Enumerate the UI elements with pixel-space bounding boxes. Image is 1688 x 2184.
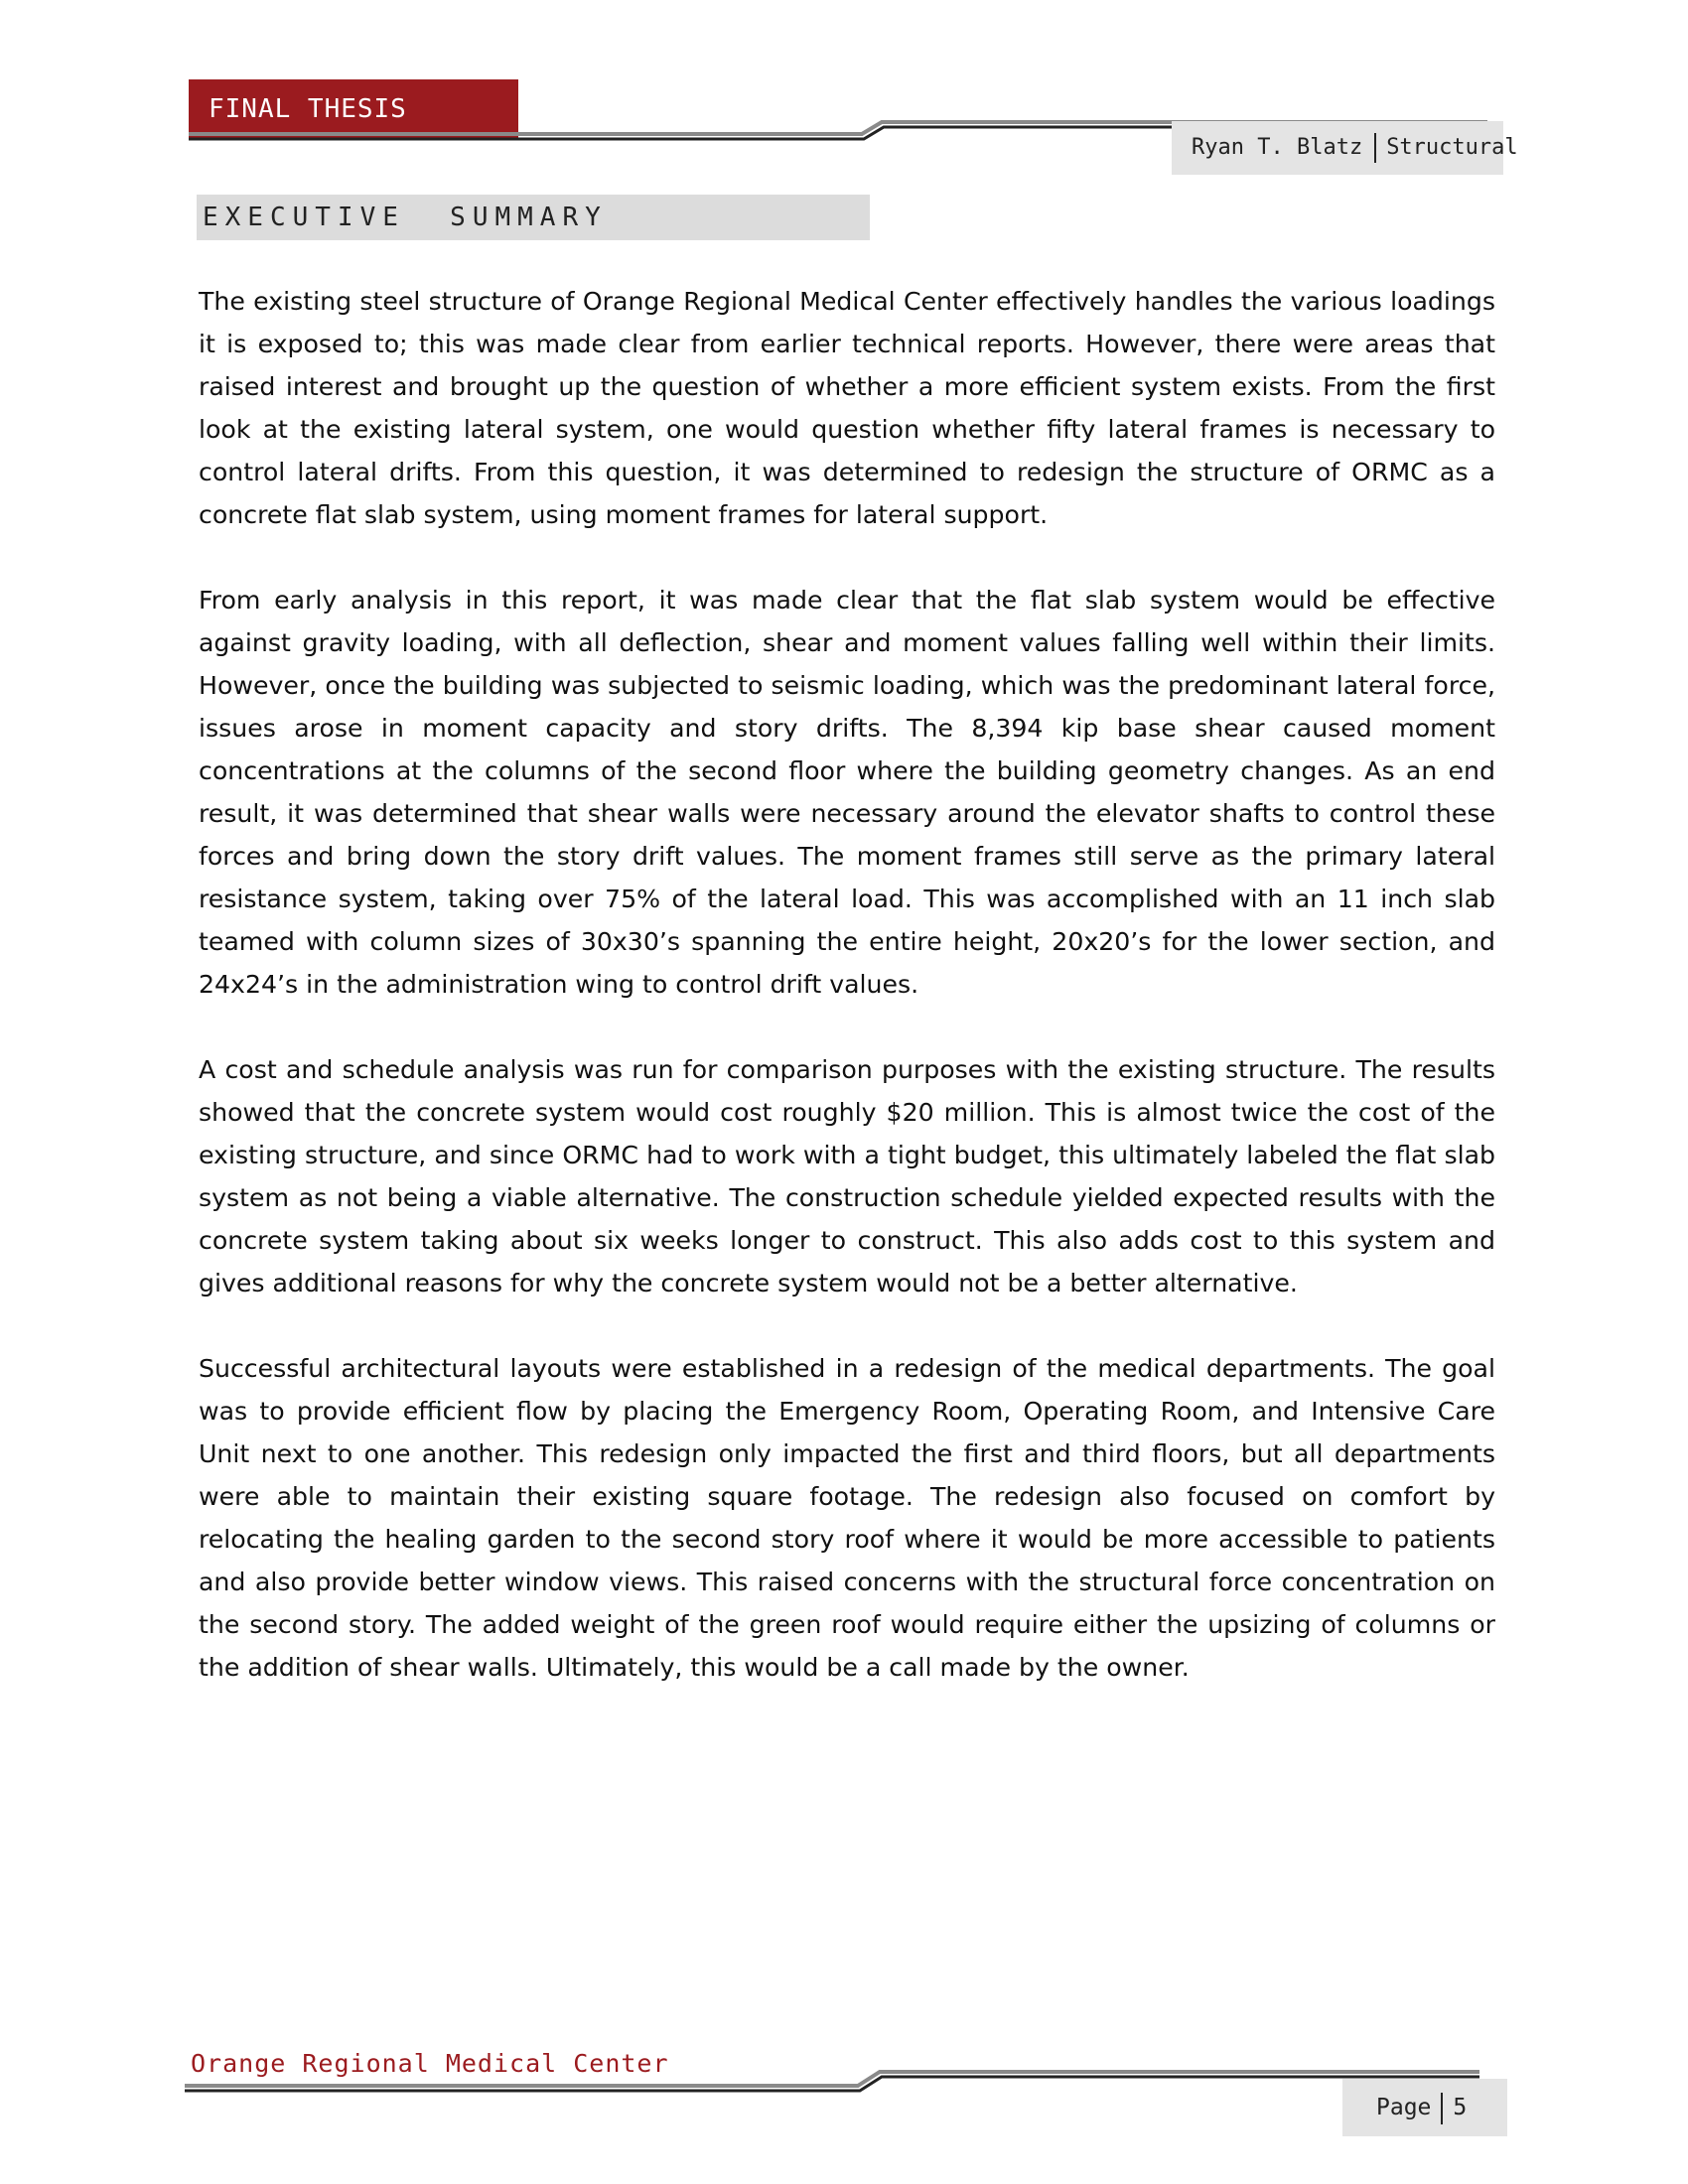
executive-summary-body bbox=[199, 280, 1495, 1731]
author-name: Ryan T. Blatz bbox=[1192, 135, 1363, 160]
page-label: Page bbox=[1376, 2095, 1432, 2120]
page-number: 5 bbox=[1453, 2095, 1468, 2120]
divider bbox=[1374, 133, 1376, 163]
divider bbox=[1441, 2093, 1443, 2124]
page-indicator bbox=[1342, 2079, 1507, 2136]
paragraph: From early analysis in this report, it was made clear that the flat slab system would be effective against gravity loading, with all deflection, shear and moment values falling well within their limits. However, once the building was subjected to seismic loading, which was the predominant lateral force, issues arose in moment capacity and story drifts. The 8,394 kip base shear caused moment concentrations at the columns of the second floor where the building geometry changes. As an end result, it was determined that shear walls were necessary around the elevator shafts to control these forces and bring down the story drift values. The moment frames still serve as the primary lateral resistance system, taking over 75% of the lateral load. This was accomplished with an 11 inch slab teamed with column sizes of 30x30’s spanning the entire height, 20x20’s for the lower section, and 24x24’s in the administration wing to control drift values. bbox=[199, 586, 1495, 999]
footer-project-name: Orange Regional Medical Center bbox=[191, 2049, 669, 2078]
paragraph: Successful architectural layouts were established in a redesign of the medical departments. The goal was to provide efficient flow by placing the Emergency Room, Operating Room, and Intensive Care Unit next to one another. This redesign only impacted the first and third floors, but all departments were able to maintain their existing square footage. The redesign also focused on comfort by relocating the healing garden to the second story roof where it would be more accessible to patients and also provide better window views. This raised concerns with the structural force concentration on the second story. The added weight of the green roof would require either the upsizing of columns or the addition of shear walls. Ultimately, this would be a call made by the owner. bbox=[199, 1354, 1495, 1682]
author-label bbox=[1172, 121, 1518, 175]
paragraph: A cost and schedule analysis was run for comparison purposes with the existing structure. The results showed that the concrete system would cost roughly $20 million. This is almost twice the cost of the existing structure, and since ORMC had to work with a tight budget, this ultimately labeled the flat slab system as not being a viable alternative. The construction schedule yielded expected results with the concrete system taking about six weeks longer to construct. This also adds cost to this system and gives additional reasons for why the concrete system would not be a better alternative. bbox=[199, 1055, 1495, 1297]
section-title: EXECUTIVE SUMMARY bbox=[197, 195, 870, 240]
discipline-name: Structural bbox=[1386, 135, 1518, 160]
paragraph: The existing steel structure of Orange Regional Medical Center effectively handles the various loadings it is exposed to; this was made clear from earlier technical reports. However, there were areas that raised interest and brought up the question of whether a more efficient system exists. From the first look at the existing lateral system, one would question whether fifty lateral frames is necessary to control lateral drifts. From this question, it was determined to redesign the structure of ORMC as a concrete flat slab system, using moment frames for lateral support. bbox=[199, 287, 1495, 529]
report-label: FINAL THESIS REPORT bbox=[189, 79, 518, 139]
